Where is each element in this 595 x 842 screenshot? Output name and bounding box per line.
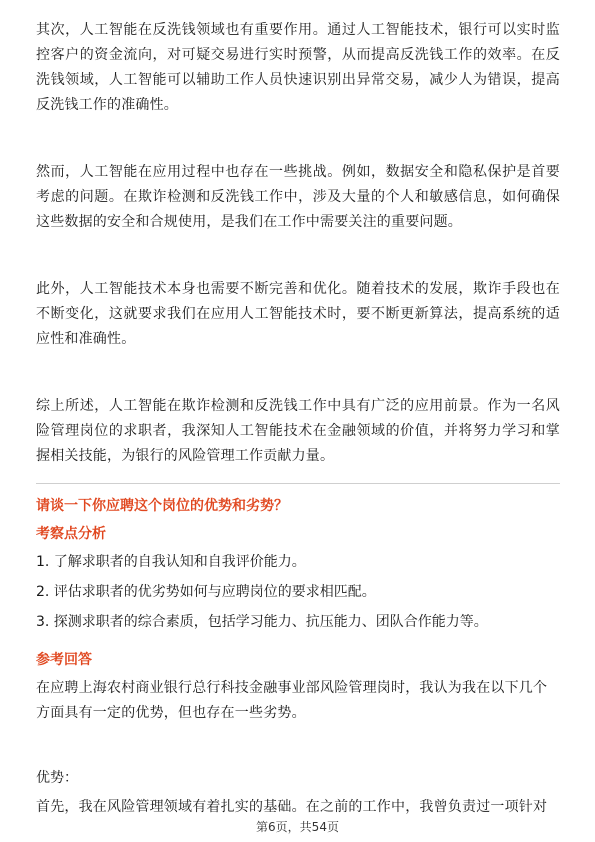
paragraph-3: 此外，人工智能技术本身也需要不断完善和优化。随着技术的发展，欺诈手段也在不断变化，这就要求我们在应用人工智能技术时，要不断更新算法，提高系统的适应性和准确性。: [36, 281, 560, 347]
reference-answer-title: 参考回答: [36, 652, 92, 668]
list-item: 2. 评估求职者的优劣势如何与应聘岗位的要求相匹配。: [36, 584, 376, 600]
analysis-title: 考察点分析: [36, 526, 106, 542]
analysis-list: [36, 550, 560, 634]
list-item: 3. 探测求职者的综合素质，包括学习能力、抗压能力、团队合作能力等。: [36, 614, 488, 630]
page-number: 第6页，共54页: [256, 820, 339, 834]
first-advantage: 首先，我在风险管理领域有着扎实的基础。在之前的工作中，我曾负责过一项针对: [36, 799, 548, 815]
interview-question: 请谈一下你应聘这个岗位的优势和劣势？: [36, 498, 288, 514]
document-page: [36, 18, 560, 820]
list-item: 1. 了解求职者的自我认知和自我评价能力。: [36, 554, 306, 570]
reference-intro: 在应聘上海农村商业银行总行科技金融事业部风险管理岗时，我认为我在以下几个方面具有一定的优势，但也存在一些劣势。: [36, 680, 548, 721]
paragraph-2: 然而，人工智能在应用过程中也存在一些挑战。例如，数据安全和隐私保护是首要考虑的问题。在欺诈检测和反洗钱工作中，涉及大量的个人和敏感信息，如何确保这些数据的安全和合规使用，是我们在工作中需要关注的重要问题。: [36, 164, 560, 230]
advantage-label: 优势：: [36, 770, 78, 786]
paragraph-1: 其次，人工智能在反洗钱领域也有重要作用。通过人工智能技术，银行可以实时监控客户的资金流向，对可疑交易进行实时预警，从而提高反洗钱工作的效率。在反洗钱领域，人工智能可以辅助工作人员快速识别出异常交易，减少人为错误，提高反洗钱工作的准确性。: [36, 22, 560, 113]
section-divider: [36, 483, 560, 484]
paragraph-4: 综上所述，人工智能在欺诈检测和反洗钱工作中具有广泛的应用前景。作为一名风险管理岗位的求职者，我深知人工智能技术在金融领域的价值，并将努力学习和掌握相关技能，为银行的风险管理工作贡献力量。: [36, 398, 560, 464]
